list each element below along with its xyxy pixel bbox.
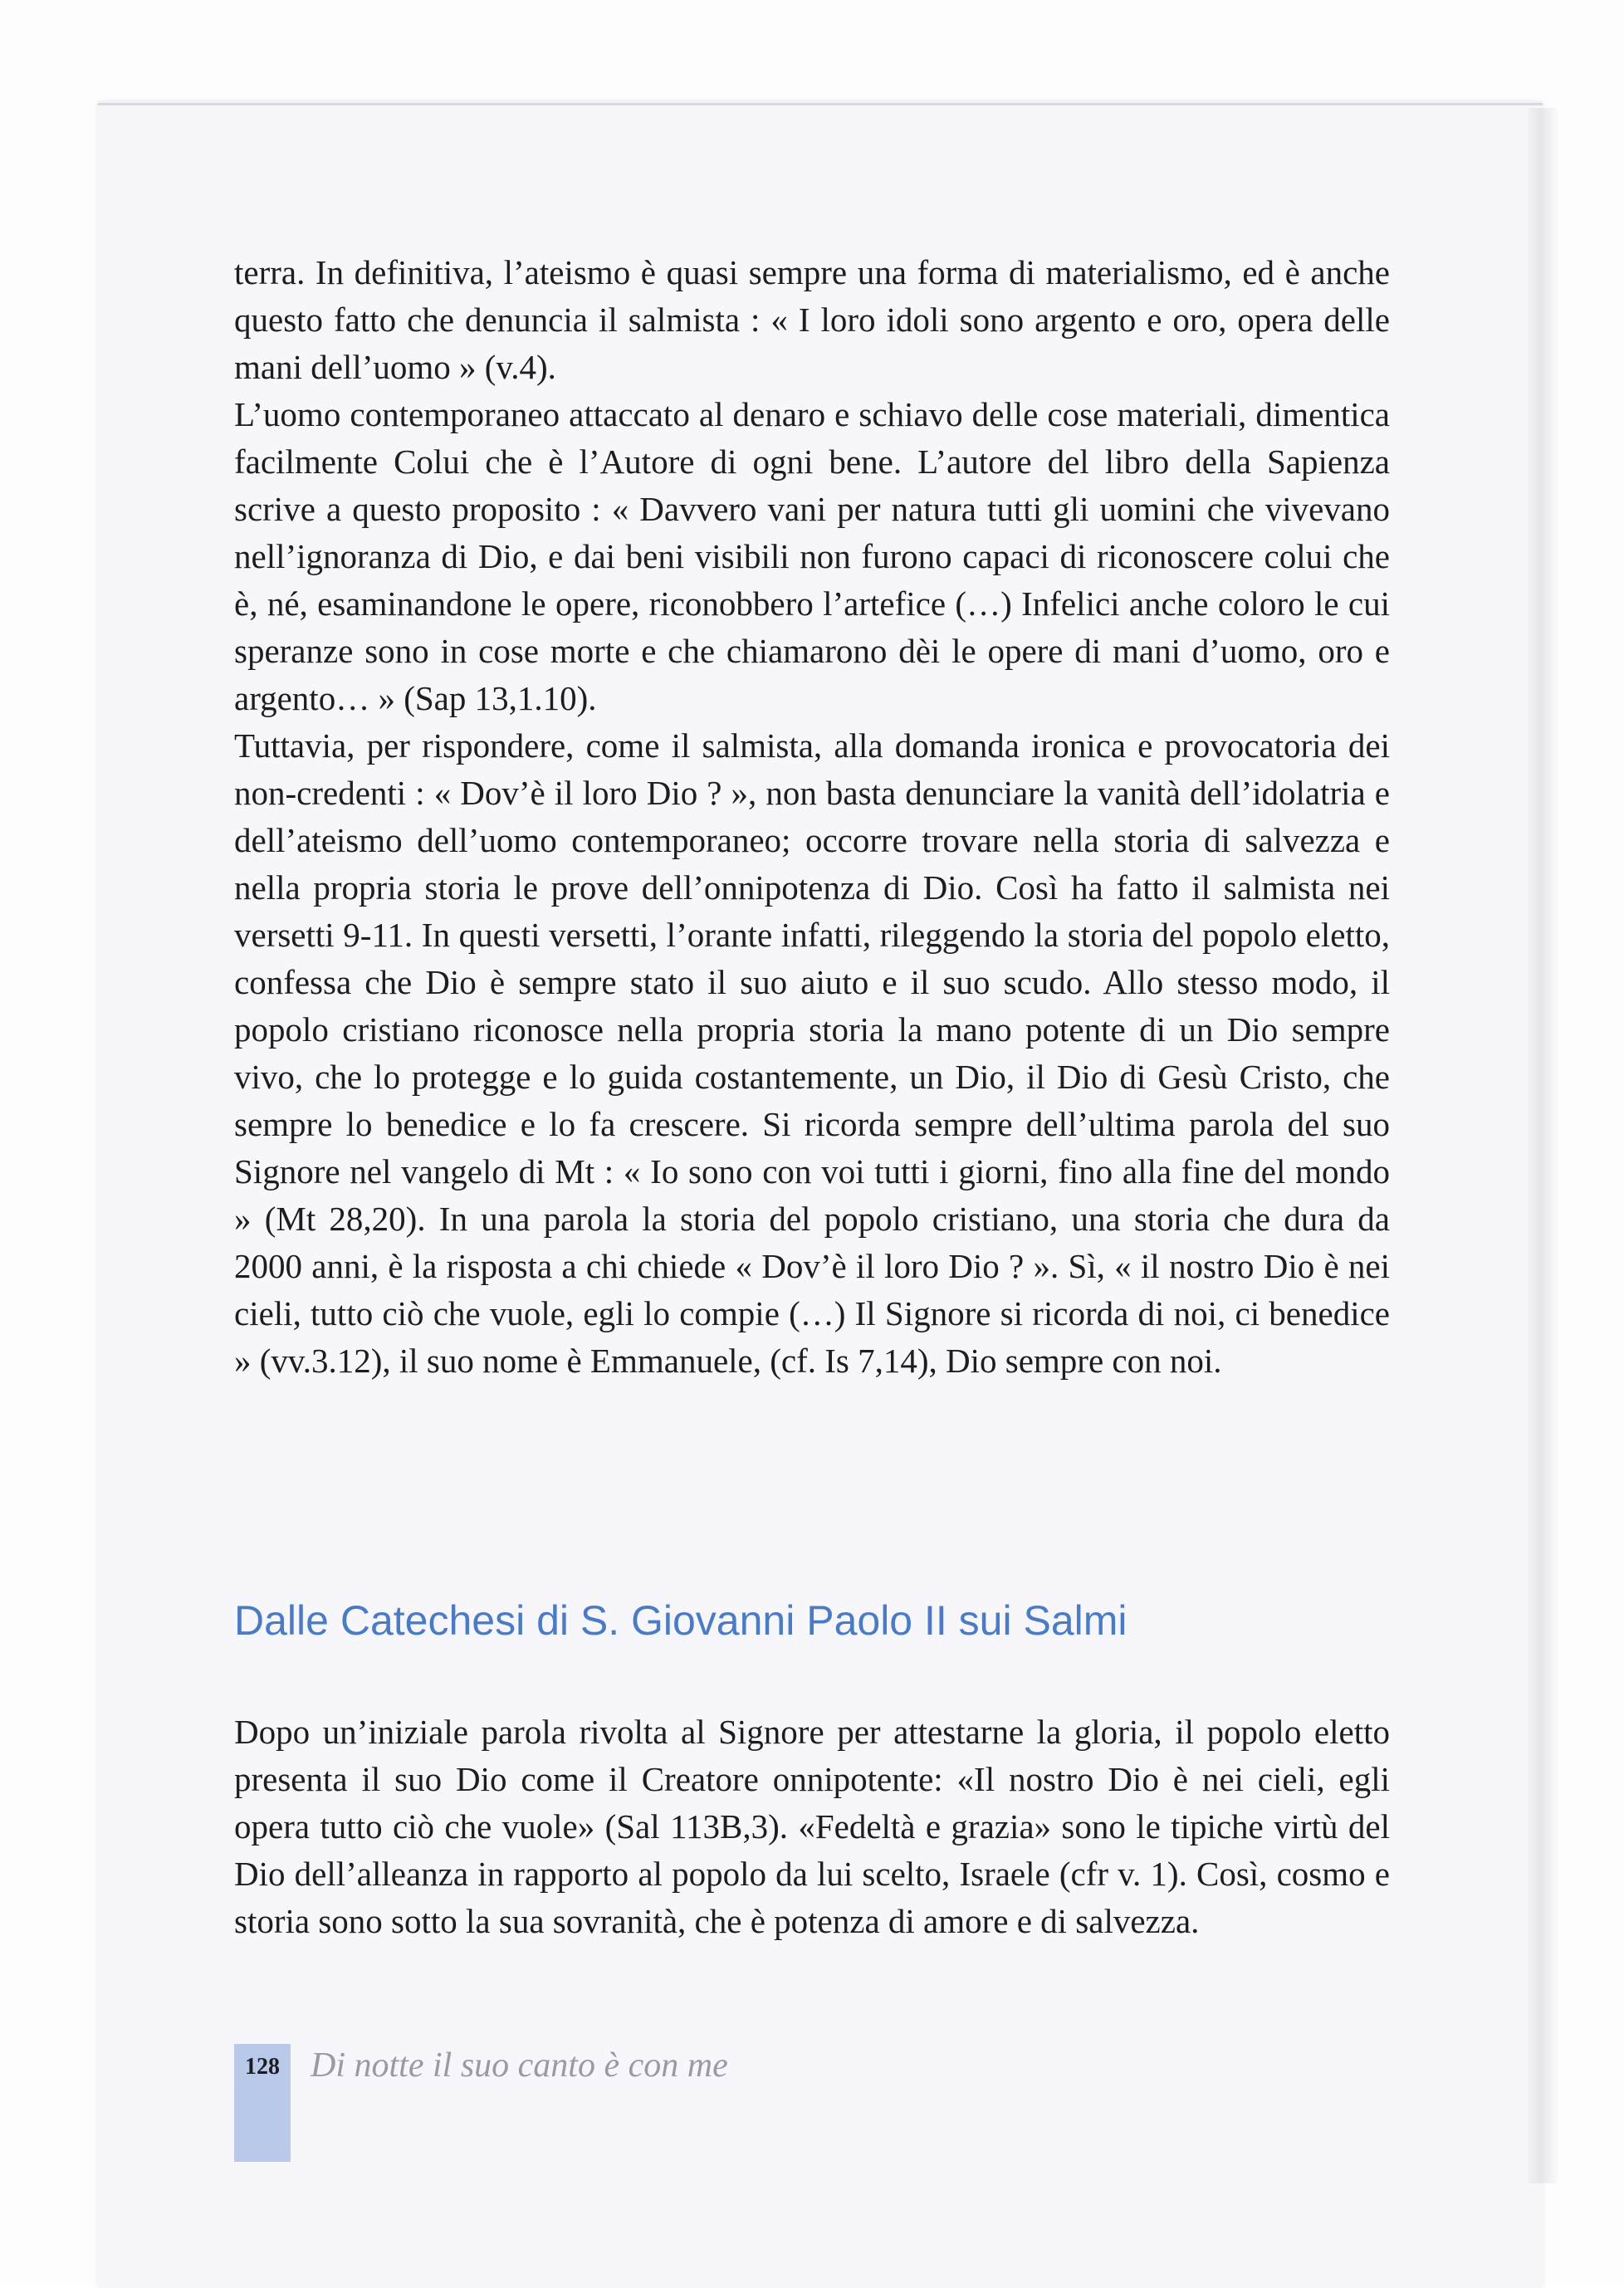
body-text [234, 249, 1390, 1385]
page-number: 128 [245, 2054, 280, 2080]
paragraph: terra. In definitiva, l’ateismo è quasi sempre una forma di materialismo, ed è anche questo fatto che denuncia il salmista : « I loro idoli sono argento e oro, opera delle mani dell’uomo » (v.4). [234, 253, 1390, 386]
body-text-2 [234, 1709, 1390, 1945]
page-edge [1528, 108, 1561, 2183]
paragraph: L’uomo contemporaneo attaccato al denaro e schiavo delle cose materiali, dimentica facilmente Colui che è l’Autore di ogni bene. L’autore del libro della Sapienza scrive a questo proposito : « Davvero vani per natura tutti gli uomini che vivevano nell’ignoranza di Dio, e dai beni visibili non furono capaci di riconoscere colui che è, né, esaminandone le opere, riconobbero l’artefice (…) Infelici anche coloro le cui speranze sono in cose morte e che chiamarono dèi le opere di mani d’uomo, oro e argento… » (Sap 13,1.10). [234, 395, 1390, 717]
paragraph: Tuttavia, per rispondere, come il salmista, alla domanda ironica e provocatoria dei non-credenti : « Dov’è il loro Dio ? », non basta denunciare la vanità dell’idolatria e dell’ateismo dell’uomo contemporaneo; occorre trovare nella storia di salvezza e nella propria storia le prove dell’onnipotenza di Dio. Così ha fatto il salmista nei versetti 9-11. In questi versetti, l’orante infatti, rileggendo la storia del popolo eletto, confessa che Dio è sempre stato il suo aiuto e il suo scudo. Allo stesso modo, il popolo cristiano riconosce nella propria storia la mano potente di un Dio sempre vivo, che lo protegge e lo guida costantemente, un Dio, il Dio di Gesù Cristo, che sempre lo benedice e lo fa crescere. Si ricorda sempre dell’ultima parola del suo Signore nel vangelo di Mt : « Io sono con voi tutti i giorni, fino alla fine del mondo » (Mt 28,20). In una parola la storia del popolo cristiano, una storia che dura da 2000 anni, è la risposta a chi chiede « Dov’è il loro Dio ? ». Sì, « il nostro Dio è nei cieli, tutto ciò che vuole, egli lo compie (…) Il Signore si ricorda di noi, ci benedice » (vv.3.12), il suo nome è Emmanuele, (cf. Is 7,14), Dio sempre con noi. [234, 726, 1390, 1380]
paragraph: Dopo un’iniziale parola rivolta al Signore per attestarne la gloria, il popolo eletto presenta il suo Dio come il Creatore onnipotente: «Il nostro Dio è nei cieli, egli opera tutto ciò che vuole» (Sal 113B,3). «Fedeltà e grazia» sono le tipiche virtù del Dio dell’alleanza in rapporto al popolo da lui scelto, Israele (cfr v. 1). Così, cosmo e storia sono sotto la sua sovranità, che è potenza di amore e di salvezza. [234, 1713, 1390, 1940]
section-heading: Dalle Catechesi di S. Giovanni Paolo II sui Salmi [234, 1597, 1128, 1644]
running-title: Di notte il suo canto è con me [311, 2046, 728, 2085]
